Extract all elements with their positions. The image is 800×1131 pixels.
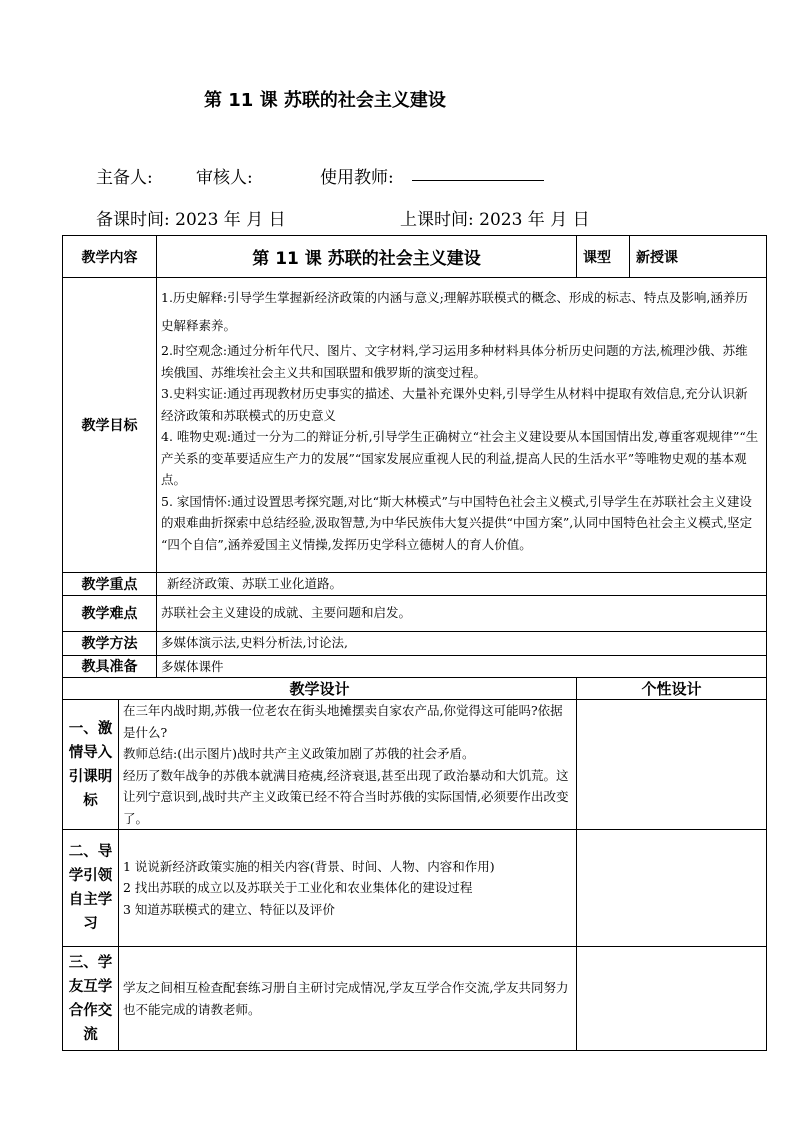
difficulties-row (63, 595, 767, 631)
objective-2: 2.时空观念:通过分析年代尺、图片、文字材料,学习运用多种材料具体分析历史问题的方法,梳理沙俄、苏维埃俄国、苏维埃社会主义共和国联盟和俄罗斯的演变过程。 (161, 343, 748, 380)
lesson-title: 第 11 课 苏联的社会主义建设 (204, 90, 446, 111)
content-row (63, 236, 767, 278)
section-1-paragraph: 经历了数年战争的苏俄本就满目疮痍,经济衰退,甚至出现了政治暴动和大饥荒。这让列宁意识到,战时共产主义政策已经不符合当时苏俄的实际国情,必须要作出改变了。 (123, 767, 569, 826)
teacher-blank-line (412, 180, 544, 181)
prep-time: 备课时间: 2023 年 月 日 (96, 210, 286, 230)
objective-4: 4. 唯物史观:通过一分为二的辩证分析,引导学生正确树立“社会主义建设要从本国国情出发,尊重客观规律”“生产关系的变革要适应生产力的发展”“国家发展应重视人民的利益,提高人民的生活水平”等唯物史观的基本观点。 (161, 429, 759, 487)
section-3-content (119, 947, 577, 1051)
key-points-label: 教学重点 (63, 573, 157, 596)
section-2-paragraph: 3 知道苏联模式的建立、特征以及评价 (123, 901, 335, 917)
class-time: 上课时间: 2023 年 月 日 (400, 210, 590, 230)
objective-5: 5. 家国情怀:通过设置思考探究题,对比“斯大林模式”与中国特色社会主义模式,引导学生在苏联社会主义建设的艰难曲折探索中总结经验,汲取智慧,为中华民族伟大复兴提供“中国方案”,认同中国特色社会主义模式,坚定 “四个自信”,涵养爱国主义情操,发挥历史学科立德树人的育人价值。 (161, 493, 753, 552)
lesson-type-value: 新授课 (630, 236, 767, 278)
objective-1: 1.历史解释:引导学生掌握新经济政策的内涵与意义;理解苏联模式的概念、形成的标志、特点及影响,涵养历史解释素养。 (161, 290, 748, 333)
methods-label: 教学方法 (63, 631, 157, 655)
methods-row (63, 631, 767, 655)
objectives-label: 教学目标 (63, 278, 157, 573)
objectives-cell (157, 278, 767, 573)
lesson-type-label: 课型 (577, 236, 630, 278)
design-header-row (63, 678, 767, 700)
content-label: 教学内容 (63, 236, 157, 278)
main-preparer-label: 主备人: (96, 168, 153, 188)
teacher-label: 使用教师: (320, 168, 394, 188)
section-1-personal-design (577, 700, 767, 830)
section-1-paragraph: 教师总结:(出示图片)战时共产主义政策加剧了苏俄的社会矛盾。 (123, 746, 475, 761)
lesson-plan-table (62, 235, 767, 1051)
key-points-value: 新经济政策、苏联工业化道路。 (157, 573, 767, 596)
objectives-row (63, 278, 767, 573)
section-2-paragraph: 1 说说新经济政策实施的相关内容(背景、时间、人物、内容和作用) (123, 858, 495, 874)
design-header: 教学设计 (63, 678, 577, 700)
reviewer-label: 审核人: (196, 168, 253, 188)
section-3-label: 三、学友互学合作交流 (63, 947, 119, 1051)
section-2-label: 二、导学引领自主学习 (63, 830, 119, 947)
tools-label: 教具准备 (63, 655, 157, 678)
section-1-label: 一、激情导入引课明标 (63, 700, 119, 830)
section-3-personal-design (577, 947, 767, 1051)
methods-value: 多媒体演示法,史料分析法,讨论法, (157, 631, 767, 655)
tools-row (63, 655, 767, 678)
section-1-content (119, 700, 577, 830)
section-2-personal-design (577, 830, 767, 947)
section-2-paragraph: 2 找出苏联的成立以及苏联关于工业化和农业集体化的建设过程 (123, 880, 473, 896)
section-3-row (63, 947, 767, 1051)
difficulties-value: 苏联社会主义建设的成就、主要问题和启发。 (157, 595, 767, 631)
section-3-paragraph: 学友之间相互检查配套练习册自主研讨完成情况,学友互学合作交流,学友共同努力也不能完成的请教老师。 (123, 980, 569, 1017)
content-value: 第 11 课 苏联的社会主义建设 (157, 236, 577, 278)
section-1-row (63, 700, 767, 830)
difficulties-label: 教学难点 (63, 595, 157, 631)
section-2-content (119, 830, 577, 947)
objective-3: 3.史料实证:通过再现教材历史事实的描述、大量补充课外史料,引导学生从材料中提取有效信息,充分认识新经济政策和苏联模式的历史意义 (161, 386, 748, 423)
section-2-row (63, 830, 767, 947)
personal-design-header: 个性设计 (577, 678, 767, 700)
tools-value: 多媒体课件 (157, 655, 767, 678)
section-1-paragraph: 在三年内战时期,苏俄一位老农在街头地摊摆卖自家农产品,你觉得这可能吗?依据是什么? (123, 703, 563, 740)
key-points-row (63, 573, 767, 596)
